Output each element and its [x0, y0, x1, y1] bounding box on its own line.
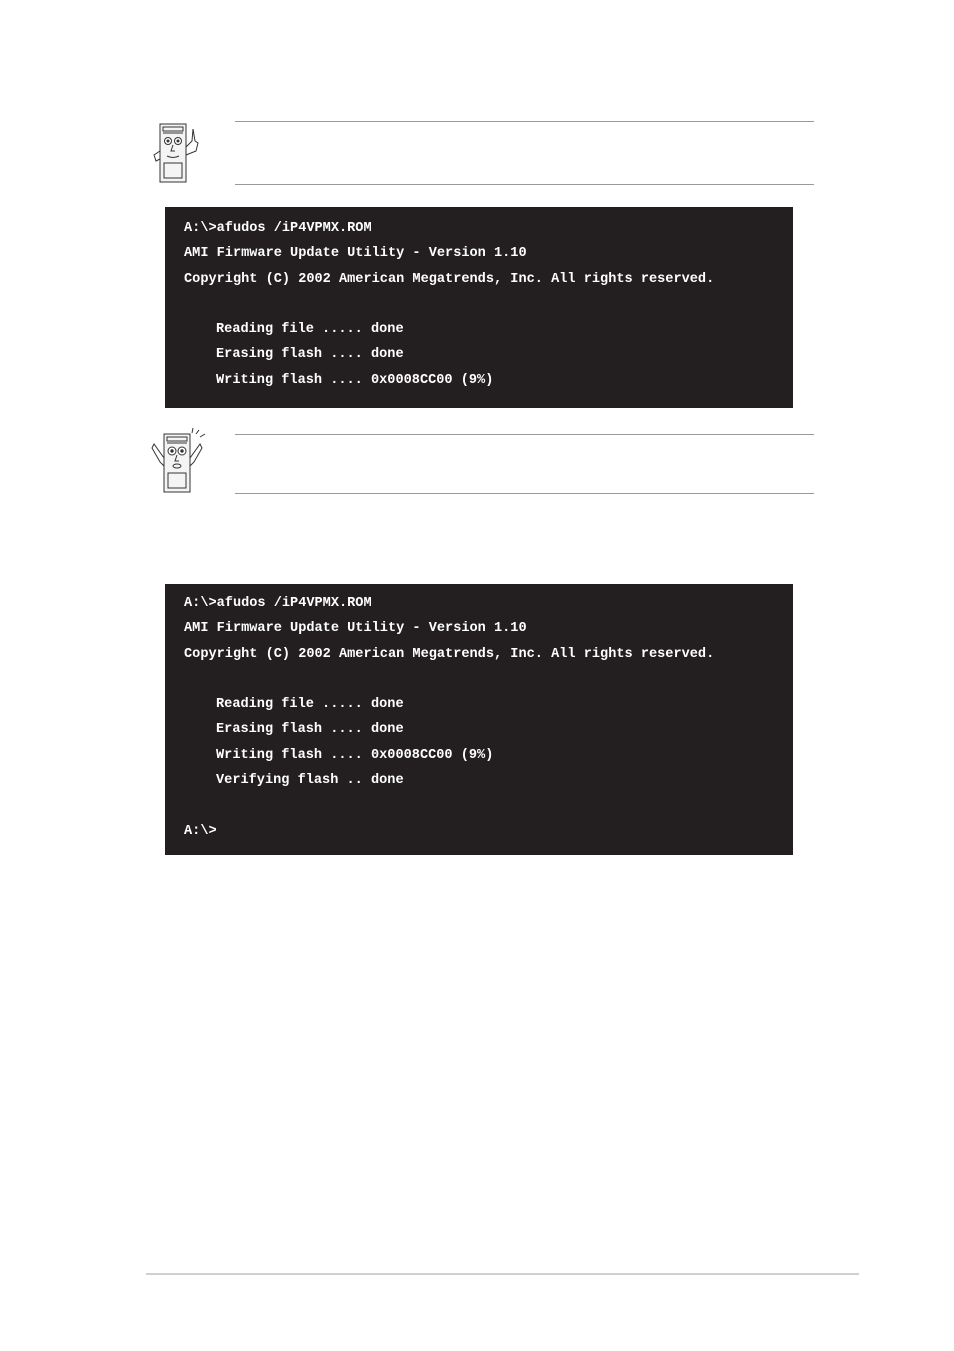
note-top-rule: [235, 121, 814, 122]
terminal-line: Reading file ..... done: [216, 697, 404, 713]
terminal-line: A:\>afudos /iP4VPMX.ROM: [184, 221, 372, 236]
terminal-line: Erasing flash .... done: [216, 722, 404, 738]
terminal-line: [184, 671, 793, 696]
terminal-output-1: [165, 207, 793, 408]
terminal-line: Reading file ..... done: [216, 322, 404, 338]
note-bottom-rule: [235, 184, 814, 185]
footer-rule: [146, 1273, 859, 1275]
note-box-1: [148, 121, 814, 185]
terminal-line: Erasing flash .... done: [216, 347, 404, 363]
terminal-line: Copyright (C) 2002 American Megatrends, Inc. All rights reserved.: [184, 646, 715, 662]
terminal-line: Copyright (C) 2002 American Megatrends, Inc. All rights reserved.: [184, 271, 715, 287]
terminal-line: Writing flash .... 0x0008CC00 (9%): [216, 747, 494, 763]
terminal-line: A:\>afudos /iP4VPMX.ROM: [184, 596, 372, 611]
terminal-line: AMI Firmware Update Utility - Version 1.10: [184, 621, 527, 637]
terminal-line: Verifying flash .. done: [216, 773, 404, 789]
terminal-output-2: [165, 584, 793, 855]
note-top-rule: [235, 434, 814, 435]
note-bottom-rule: [235, 493, 814, 494]
terminal-line: AMI Firmware Update Utility - Version 1.10: [184, 246, 527, 262]
computer-mascot-pointing-icon: [148, 121, 214, 185]
terminal-line: [184, 296, 793, 321]
terminal-line: A:\>: [184, 823, 217, 839]
terminal-line: Writing flash .... 0x0008CC00 (9%): [216, 372, 494, 388]
note-box-2: [148, 428, 814, 494]
terminal-line: [184, 797, 793, 822]
computer-mascot-warning-icon: [148, 428, 214, 492]
